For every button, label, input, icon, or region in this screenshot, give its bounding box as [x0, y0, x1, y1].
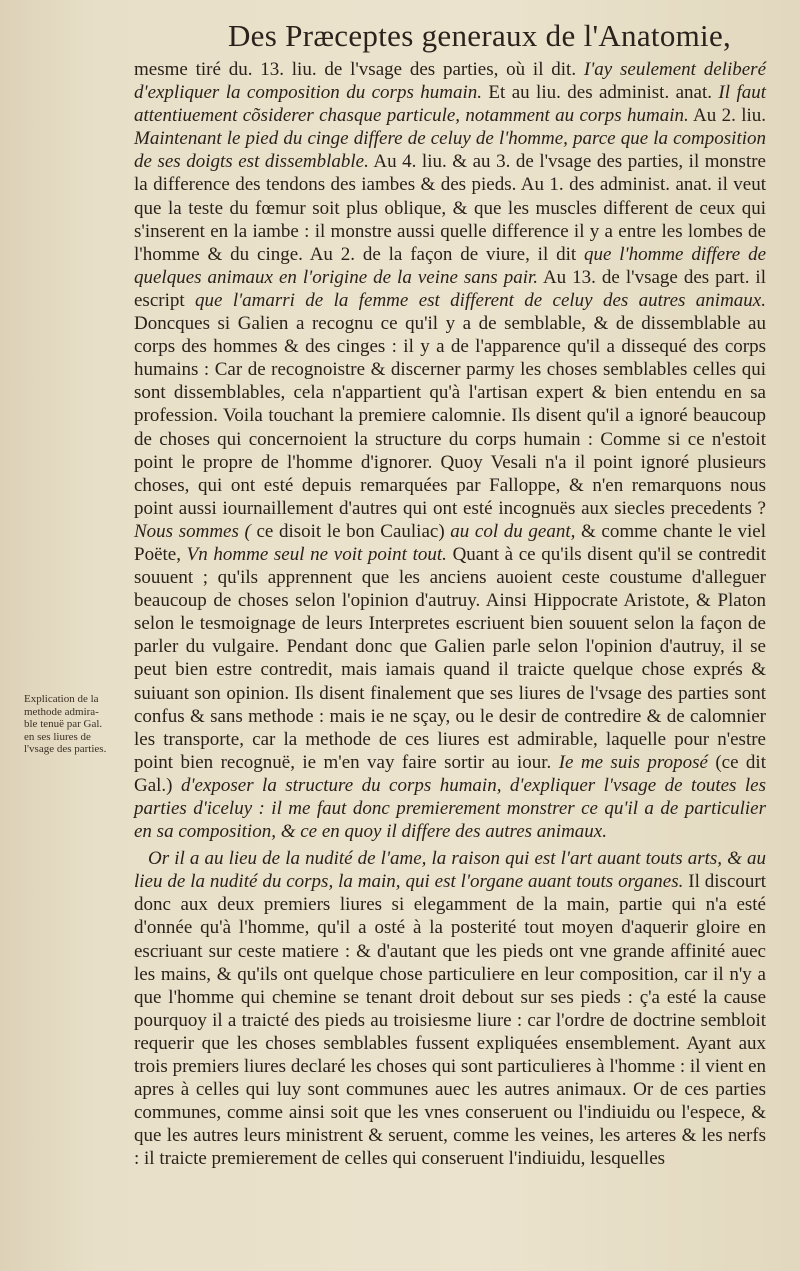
italic-text: Or il a au lieu de la nudité de l'ame, la raison qui est l'art auant touts arts, & au lieu de la nudité du corps, la main, qui est l'organe auant touts organes.	[134, 848, 766, 893]
text-run: Et au liu. des administ. anat.	[482, 82, 719, 104]
margin-note	[24, 693, 132, 756]
text-run: Il discourt donc aux deux premiers liures si elegamment de la main, partie qui n'a esté d'onnée qu'à l'homme, qu'il a osté à la posterité tout moyen d'aquerir gloire en escriuant sur ceste matiere : & d'autant que les pieds ont vne grande affinité auec les mains, & qu'ils ont quelque chose particuliere en leur composition, car il n'y a que l'homme qui chemine se tenant droit debout sur ses pieds : ç'a esté la cause pourquoy il a traicté des pieds au troisiesme liure : car l'ordre de doctrine sembloit requerir que les choses semblables fussent expliquées ensemblement. Ayant aux trois premiers liures declaré les choses qui sont particulieres à l'homme : il vient en apres à celles qui luy sont communes auec les autres animaux. Or de ces parties communes, comme ainsi soit que les vnes conseruent ou l'indiuidu ou l'espece, & que les autres leurs ministrent & seruent, comme les veines, les arteres & les nerfs : il traicte premierement de celles qui conseruent l'indiuidu, lesquelles	[134, 871, 766, 1170]
margin-note-line: en ses liures de	[24, 730, 91, 743]
margin-note-line: l'vsage des parties.	[24, 743, 107, 756]
text-run: mesme tiré du. 13. liu. de l'vsage des parties, où il dit.	[134, 59, 584, 80]
text-run: Doncques si Galien a recognu ce qu'il y a de semblable, & de dissemblable au corps des hommes & des cinges : il y a de l'apparence qu'il a dissequé des corps humains : Car de recognoistre & discerner parmy les choses semblables celles qui sont dissemblables, cela n'appartient qu'à l'artisan expert & bien entendu en sa profession. Voila touchant la premiere calomnie. Ils disent qu'il a ignoré beaucoup de choses qui concernoient la structure du corps humain : Comme si ce n'estoit point le propre de l'homme d'ignorer. Quoy Vesali n'a il point ignoré plusieurs choses, qui ont esté depuis remarquées par Falloppe, & n'en remarquons nous point aussi iournaillement d'autres qui ont esté incognuës aux siecles precedents ?	[134, 313, 766, 519]
text-run: Au 2. liu.	[688, 105, 766, 127]
italic-text: Vn homme seul ne voit point tout.	[186, 543, 447, 565]
italic-text: Maintenant le pied du cinge differe de celuy de l'homme, parce que la composition de ses doigts est dissemblable.	[134, 128, 766, 173]
paragraph	[134, 847, 766, 1170]
italic-text: que l'amarri de la femme est different de celuy des autres animaux.	[195, 289, 766, 311]
text-run: & comme chante le viel Poëte,	[134, 520, 766, 565]
running-head: Des Præceptes generaux de l'Anatomie,	[228, 18, 732, 53]
italic-text: Il faut attentiuement cõsiderer chasque particule, notamment au corps humain.	[134, 82, 766, 127]
italic-text: Ie me suis proposé	[558, 751, 708, 773]
text-run: (ce dit Gal.)	[134, 751, 766, 796]
margin-note-line: ble tenuë par Gal.	[24, 718, 103, 731]
margin-note-line: methode admira-	[24, 705, 99, 718]
italic-text: I'ay seulement deliberé d'expliquer la composition du corps humain.	[134, 59, 766, 104]
text-run: Au 13. de l'vsage des part. il escript	[134, 266, 766, 311]
margin-note-line: Explication de la	[24, 693, 99, 705]
text-run: Quant à ce qu'ils disent qu'il se contredit souuent ; qu'ils apprennent que les anciens auoient ceste coustume d'alleguer beaucoup de choses selon l'opinion d'autruy. Ainsi Hippocrate Aristote, & Platon selon le tesmoignage de leurs Interpretes escriuent bien souuent selon la façon de parler du vulgaire. Pendant donc que Galien parle selon l'opinion d'autruy, il se peut bien estre contredit, mais iamais quand il traicte quelque chose exprés & suiuant son opinion. Ils disent finalement que ses liures de l'vsage des parties sont confus & sans methode : mais ie ne sçay, ou le desir de contredire & de calomnier les transporte, car la methode de ces liures est admirable, laquelle pour n'estre point bien recognuë, ie m'en vay faire sortir au iour.	[134, 543, 766, 773]
italic-text: Nous sommes (	[134, 520, 251, 542]
paragraph	[134, 58, 766, 843]
text-run: ce disoit le bon Cauliac)	[250, 520, 451, 542]
italic-text: que l'homme differe de quelques animaux en l'origine de la veine sans pair.	[134, 243, 766, 288]
italic-text: au col du geant,	[450, 520, 576, 542]
body-text	[134, 58, 766, 1171]
text-run: Au 4. liu. & au 3. de l'vsage des parties, il monstre la difference des tendons des iambes & des pieds. Au 1. des administ. anat. il veut que la teste du fœmur soit plus oblique, & que les muscles different de ceux qui s'inserent en la iambe : il monstre aussi quelle difference il y a entre les lombes de l'homme & du cinge. Au 2. de la façon de viure, il dit	[134, 151, 766, 265]
italic-text: d'exposer la structure du corps humain, d'expliquer l'vsage de toutes les parties d'iceluy : il me faut donc premierement monstrer ce qu'il a de particulier en sa composition, & ce en quoy il differe des autres animaux.	[134, 774, 766, 843]
